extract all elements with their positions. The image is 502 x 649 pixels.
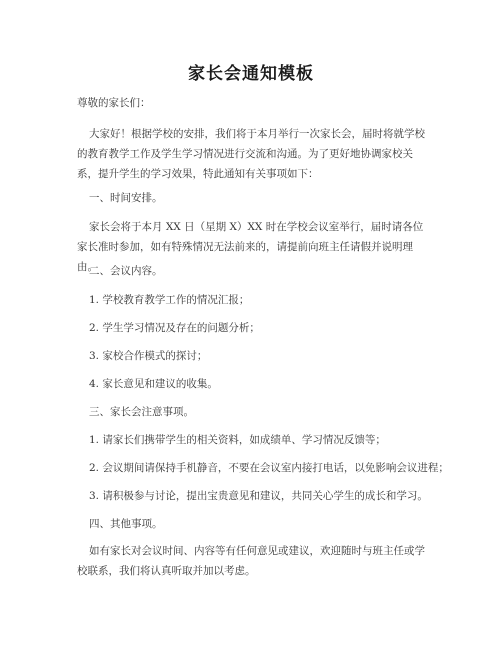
intro-paragraph: 大家好！根据学校的安排，我们将于本月举行一次家长会，届时将就学校的教育教学工作及学生学习情况进行交流和沟通。为了更好地协调家校关系，提升学生的学习效果，特此通知有关事项如下：	[77, 128, 425, 180]
list-item: 2. 学生学习情况及存在的问题分析；	[89, 322, 260, 334]
list-item: 2. 会议期间请保持手机静音，不要在会议室内接打电话，以免影响会议进程；	[89, 462, 449, 474]
section-heading-time: 一、时间安排。	[89, 192, 163, 204]
list-item: 3. 请积极参与讨论，提出宝贵意见和建议，共同关心学生的成长和学习。	[89, 490, 428, 502]
list-item: 1. 请家长们携带学生的相关资料，如成绩单、学习情况反馈等；	[89, 434, 386, 446]
salutation: 尊敬的家长们：	[77, 97, 151, 109]
list-item: 3. 家校合作模式的探讨；	[89, 350, 208, 362]
section-body-time: 家长会将于本月 XX 日（星期 X）XX 时在学校会议室举行，届时请各位家长准时参加，如有特殊情况无法前来的，请提前向班主任请假并说明理由。	[77, 221, 424, 273]
section-heading-notes: 三、家长会注意事项。	[89, 406, 194, 418]
list-item: 1. 学校教育教学工作的情况汇报；	[89, 294, 250, 306]
section-heading-content: 二、会议内容。	[89, 265, 163, 277]
document-title: 家长会通知模板	[188, 64, 314, 84]
list-item: 4. 家长意见和建议的收集。	[89, 378, 218, 390]
section-body-other: 如有家长对会议时间、内容等有任何意见或建议，欢迎随时与班主任或学校联系，我们将认真听取并加以考虑。	[77, 545, 425, 577]
section-heading-other: 四、其他事项。	[89, 518, 163, 530]
